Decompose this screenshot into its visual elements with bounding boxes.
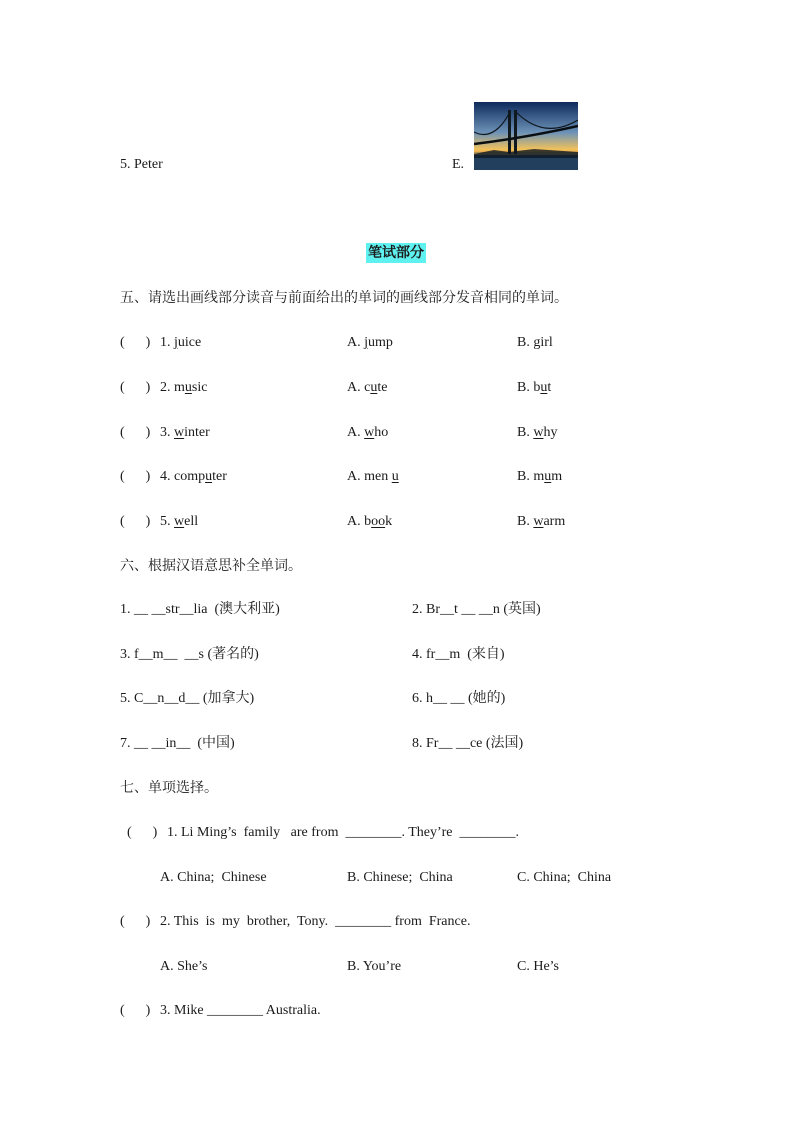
s6-item-4: 4. fr__m (来自)	[412, 647, 505, 662]
match-item-5: 5. Peter	[120, 157, 163, 172]
s7-q2-option-a: A. She’s	[160, 959, 208, 974]
s5-q2-option-b: B. but	[517, 380, 552, 395]
s5-q2-option-a: A. cute	[347, 380, 388, 395]
s6-item-5: 5. C__n__d__ (加拿大)	[120, 691, 255, 706]
s6-item-2: 2. Br__t __ __n (英国)	[412, 602, 541, 617]
s5-q4-option-b: B. mum	[517, 469, 563, 484]
s6-item-7: 7. __ __in__ (中国)	[120, 736, 235, 751]
s7-q1-option-b: B. Chinese; China	[347, 870, 453, 885]
s7-q1-option-a: A. China; Chinese	[160, 870, 267, 885]
answer-paren: ( )	[120, 914, 151, 929]
s5-q5-option-b: B. warm	[517, 514, 566, 529]
section7-heading: 七、单项选择。	[120, 780, 218, 796]
s7-question-3: 3. Mike ________ Australia.	[160, 1003, 321, 1018]
s6-item-3: 3. f__m__ __s (著名的)	[120, 647, 259, 662]
answer-paren: ( )	[120, 380, 151, 395]
s5-q5-option-a: A. book	[347, 514, 393, 529]
s7-q1-option-c: C. China; China	[517, 870, 612, 885]
s6-item-8: 8. Fr__ __ce (法国)	[412, 736, 524, 751]
s7-question-2: 2. This is my brother, Tony. ________ from France.	[160, 914, 471, 929]
s7-q2-option-b: B. You’re	[347, 959, 402, 974]
s5-question-3: 3. winter	[160, 425, 210, 440]
s5-question-4: 4. computer	[160, 469, 227, 484]
s5-q3-option-b: B. why	[517, 425, 558, 440]
answer-paren: ( )	[120, 1003, 151, 1018]
s6-item-1: 1. __ __str__lia (澳大利亚)	[120, 602, 280, 617]
s5-question-1: 1. juice	[160, 335, 202, 350]
s7-q2-option-c: C. He’s	[517, 959, 559, 974]
s5-q1-option-b: B. girl	[517, 335, 553, 350]
s7-question-1: 1. Li Ming’s family are from ________. They’re ________.	[167, 825, 520, 840]
section5-heading: 五、请选出画线部分读音与前面给出的单词的画线部分发音相同的单词。	[120, 290, 568, 306]
answer-paren: ( )	[127, 825, 158, 840]
section-title-written: 笔试部分	[368, 245, 424, 261]
answer-paren: ( )	[120, 335, 151, 350]
answer-paren: ( )	[120, 514, 151, 529]
s5-question-5: 5. well	[160, 514, 199, 529]
answer-paren: ( )	[120, 469, 151, 484]
match-option-e-label: E.	[452, 157, 465, 172]
s5-q4-option-a: A. men u	[347, 469, 399, 484]
s6-item-6: 6. h__ __ (她的)	[412, 691, 506, 706]
s5-question-2: 2. music	[160, 380, 208, 395]
bridge-photo	[474, 102, 578, 170]
s5-q3-option-a: A. who	[347, 425, 389, 440]
answer-paren: ( )	[120, 425, 151, 440]
section6-heading: 六、根据汉语意思补全单词。	[120, 558, 302, 574]
s5-q1-option-a: A. jump	[347, 335, 393, 350]
